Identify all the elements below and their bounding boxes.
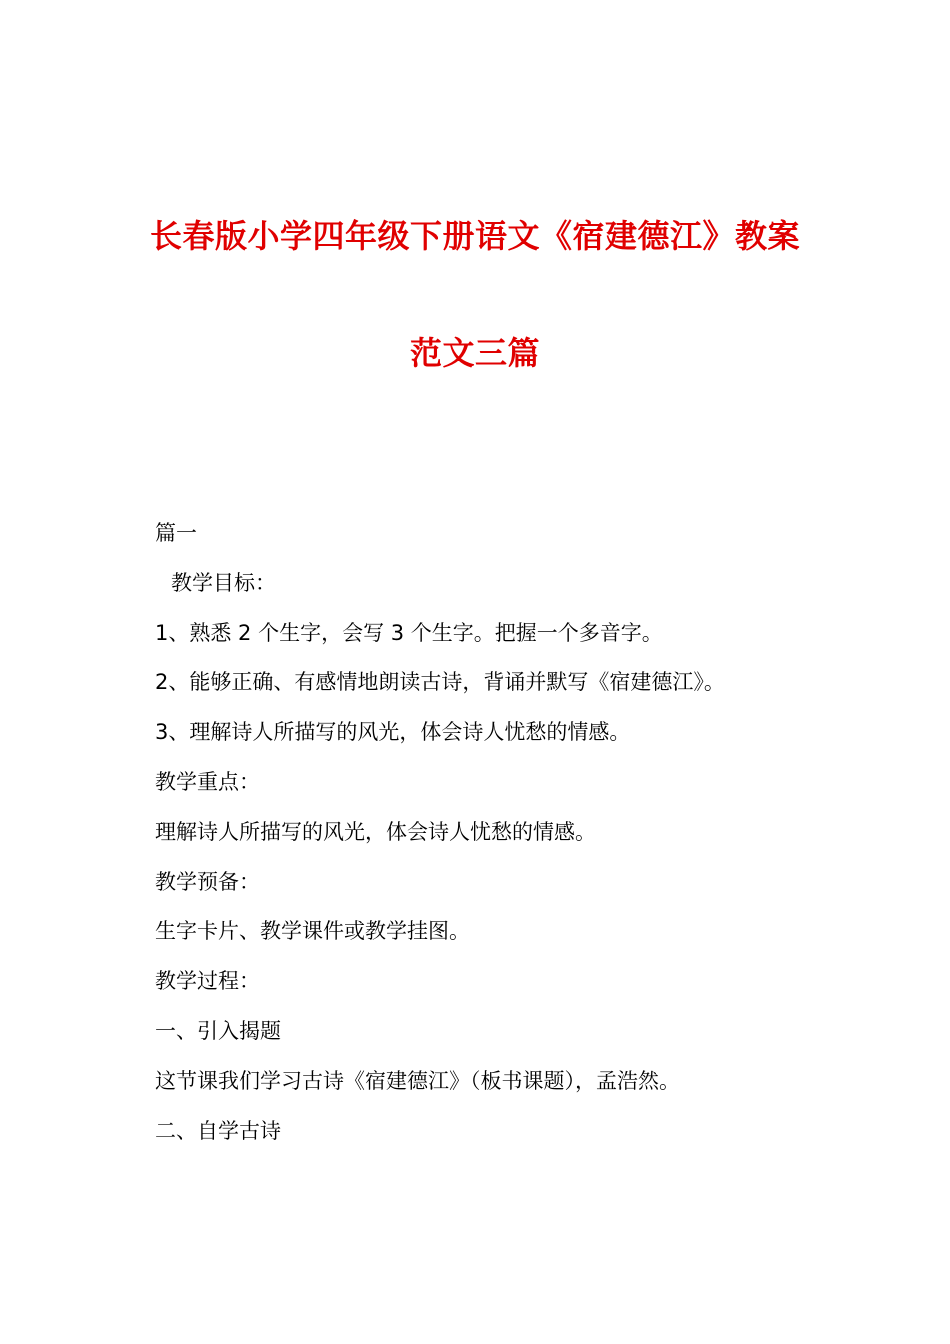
objective-item-1: 1、熟悉 2 个生字，会写 3 个生字。把握一个多音字。 bbox=[155, 620, 663, 645]
process-step-2-heading: 二、自学古诗 bbox=[155, 1118, 281, 1143]
objective-item-2: 2、能够正确、有感情地朗读古诗，背诵并默写《宿建德江》。 bbox=[155, 670, 725, 695]
document-title-line-1: 长春版小学四年级下册语文《宿建德江》教案 bbox=[149, 217, 800, 255]
teaching-preparation-text: 生字卡片、教学课件或教学挂图。 bbox=[155, 919, 470, 944]
teaching-focus-text: 理解诗人所描写的风光，体会诗人忧愁的情感。 bbox=[155, 819, 596, 844]
heading-teaching-preparation: 教学预备： bbox=[155, 869, 260, 894]
document-title-line-2: 范文三篇 bbox=[409, 334, 540, 372]
process-step-1-text: 这节课我们学习古诗《宿建德江》（板书课题），孟浩然。 bbox=[155, 1068, 680, 1093]
section-heading-part-one: 篇一 bbox=[155, 521, 197, 545]
heading-teaching-objectives: 教学目标： bbox=[171, 570, 276, 595]
objective-item-3: 3、理解诗人所描写的风光，体会诗人忧愁的情感。 bbox=[155, 720, 631, 745]
document-body bbox=[155, 516, 875, 1163]
heading-teaching-focus: 教学重点： bbox=[155, 769, 260, 794]
heading-teaching-process: 教学过程： bbox=[155, 969, 260, 994]
process-step-1-heading: 一、引入揭题 bbox=[155, 1018, 281, 1043]
